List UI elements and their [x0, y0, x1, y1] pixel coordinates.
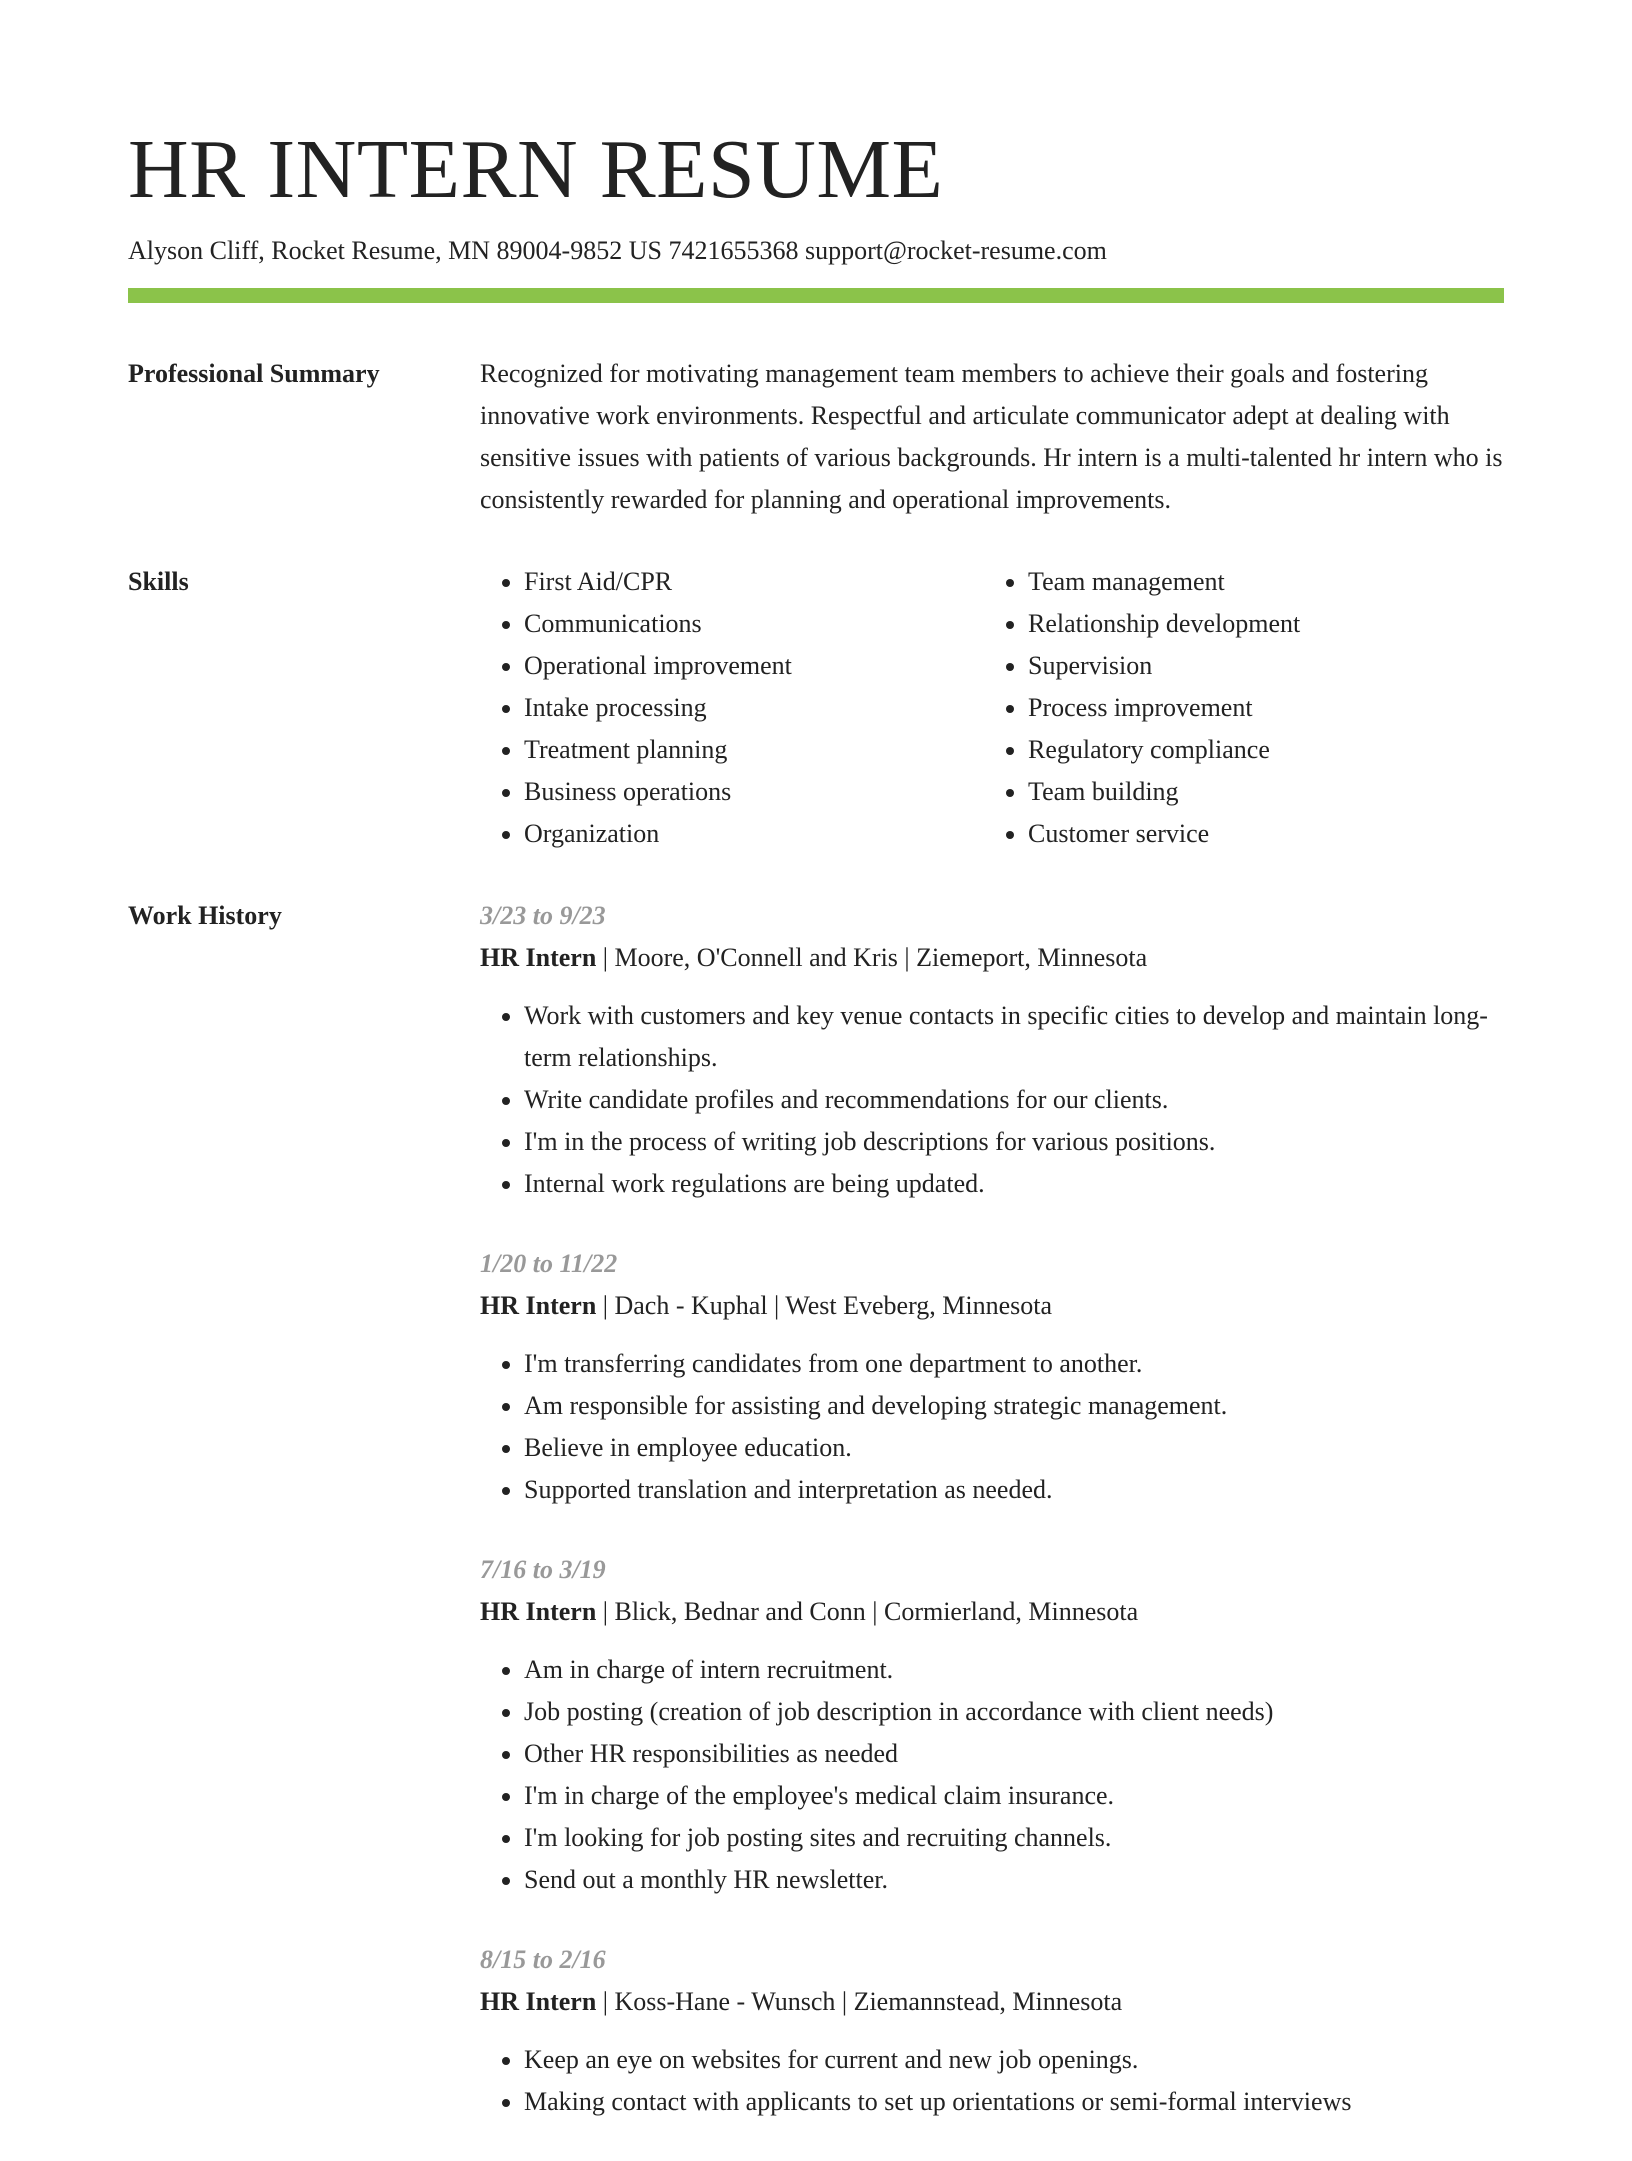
job-heading [480, 1591, 1504, 1633]
job-duties [480, 2039, 1504, 2123]
resume-page [128, 120, 1504, 2161]
job-duty: • Making contact with applicants to set up orientations or semi-formal interviews [524, 2081, 1504, 2123]
job-duties [480, 995, 1504, 1205]
summary-text: Recognized for motivating management team members to achieve their goals and fostering innovative work environments. Respectful and articulate communicator adept at dealing with sensitive issues with patients of various backgrounds. Hr intern is a multi-talented hr intern who is consistently rewarded for planning and operational improvements. [480, 359, 1503, 514]
contact-line: Alyson Cliff, Rocket Resume, MN 89004-9852 US 7421655368 support@rocket-resume.com [128, 236, 1107, 265]
job-title: HR Intern [480, 1597, 597, 1626]
job-duty: • Supported translation and interpretation as needed. [524, 1469, 1504, 1511]
skill-item: • Regulatory compliance [1028, 729, 1488, 771]
job-entry [480, 1939, 1504, 2123]
skill-item: • Operational improvement [524, 645, 984, 687]
job-employer-location: | Koss-Hane - Wunsch | Ziemannstead, Minnesota [596, 1987, 1123, 2016]
skills-body [480, 561, 1504, 855]
skill-item: • Supervision [1028, 645, 1488, 687]
job-duty: • Am responsible for assisting and developing strategic management. [524, 1385, 1504, 1427]
job-employer-location: | Blick, Bednar and Conn | Cormierland, Minnesota [596, 1597, 1139, 1626]
skills-column-2 [984, 561, 1488, 855]
job-heading [480, 1285, 1504, 1327]
job-duty: • Keep an eye on websites for current and new job openings. [524, 2039, 1504, 2081]
summary-body [480, 353, 1504, 521]
summary-section [128, 353, 1504, 521]
job-title: HR Intern [480, 1987, 597, 2016]
skill-item: • Relationship development [1028, 603, 1488, 645]
job-employer-location: | Dach - Kuphal | West Eveberg, Minnesota [596, 1291, 1053, 1320]
summary-label: Professional Summary [128, 359, 380, 388]
job-entry [480, 895, 1504, 1205]
job-date: 1/20 to 11/22 [480, 1249, 618, 1278]
job-duty: • Write candidate profiles and recommendations for our clients. [524, 1079, 1504, 1121]
job-duty: • Other HR responsibilities as needed [524, 1733, 1504, 1775]
job-date: 7/16 to 3/19 [480, 1555, 606, 1584]
job-date: 8/15 to 2/16 [480, 1945, 606, 1974]
job-duty: • Internal work regulations are being updated. [524, 1163, 1504, 1205]
job-title: HR Intern [480, 1291, 597, 1320]
job-date: 3/23 to 9/23 [480, 901, 606, 930]
work-history-section [128, 895, 1504, 2161]
job-heading [480, 937, 1504, 979]
header-divider [128, 288, 1504, 303]
job-duty: • I'm looking for job posting sites and recruiting channels. [524, 1817, 1504, 1859]
job-title: HR Intern [480, 943, 597, 972]
job-duties [480, 1343, 1504, 1511]
job-duty: • Believe in employee education. [524, 1427, 1504, 1469]
job-duty: • Am in charge of intern recruitment. [524, 1649, 1504, 1691]
skill-item: • First Aid/CPR [524, 561, 984, 603]
skills-section [128, 561, 1504, 855]
job-entry [480, 1243, 1504, 1511]
skills-label: Skills [128, 567, 189, 596]
skill-item: • Team management [1028, 561, 1488, 603]
skill-item: • Communications [524, 603, 984, 645]
job-duty: • Job posting (creation of job description in accordance with client needs) [524, 1691, 1504, 1733]
job-duty: • Send out a monthly HR newsletter. [524, 1859, 1504, 1901]
skills-column-1 [480, 561, 984, 855]
job-duty: • I'm in the process of writing job descriptions for various positions. [524, 1121, 1504, 1163]
job-duty: • I'm transferring candidates from one department to another. [524, 1343, 1504, 1385]
skills-columns [480, 561, 1504, 855]
skill-item: • Business operations [524, 771, 984, 813]
skill-item: • Process improvement [1028, 687, 1488, 729]
skill-item: • Treatment planning [524, 729, 984, 771]
skill-item: • Customer service [1028, 813, 1488, 855]
skill-item: • Intake processing [524, 687, 984, 729]
job-duty: • Work with customers and key venue contacts in specific cities to develop and maintain long-term relationships. [524, 995, 1504, 1079]
job-duties [480, 1649, 1504, 1901]
skill-item: • Team building [1028, 771, 1488, 813]
skill-item: • Organization [524, 813, 984, 855]
work-history-label: Work History [128, 901, 282, 930]
job-duty: • I'm in charge of the employee's medical claim insurance. [524, 1775, 1504, 1817]
resume-title: HR INTERN RESUME [128, 123, 944, 216]
job-heading [480, 1981, 1504, 2023]
job-employer-location: | Moore, O'Connell and Kris | Ziemeport, Minnesota [596, 943, 1148, 972]
work-history-body [480, 895, 1504, 2161]
job-entry [480, 1549, 1504, 1901]
